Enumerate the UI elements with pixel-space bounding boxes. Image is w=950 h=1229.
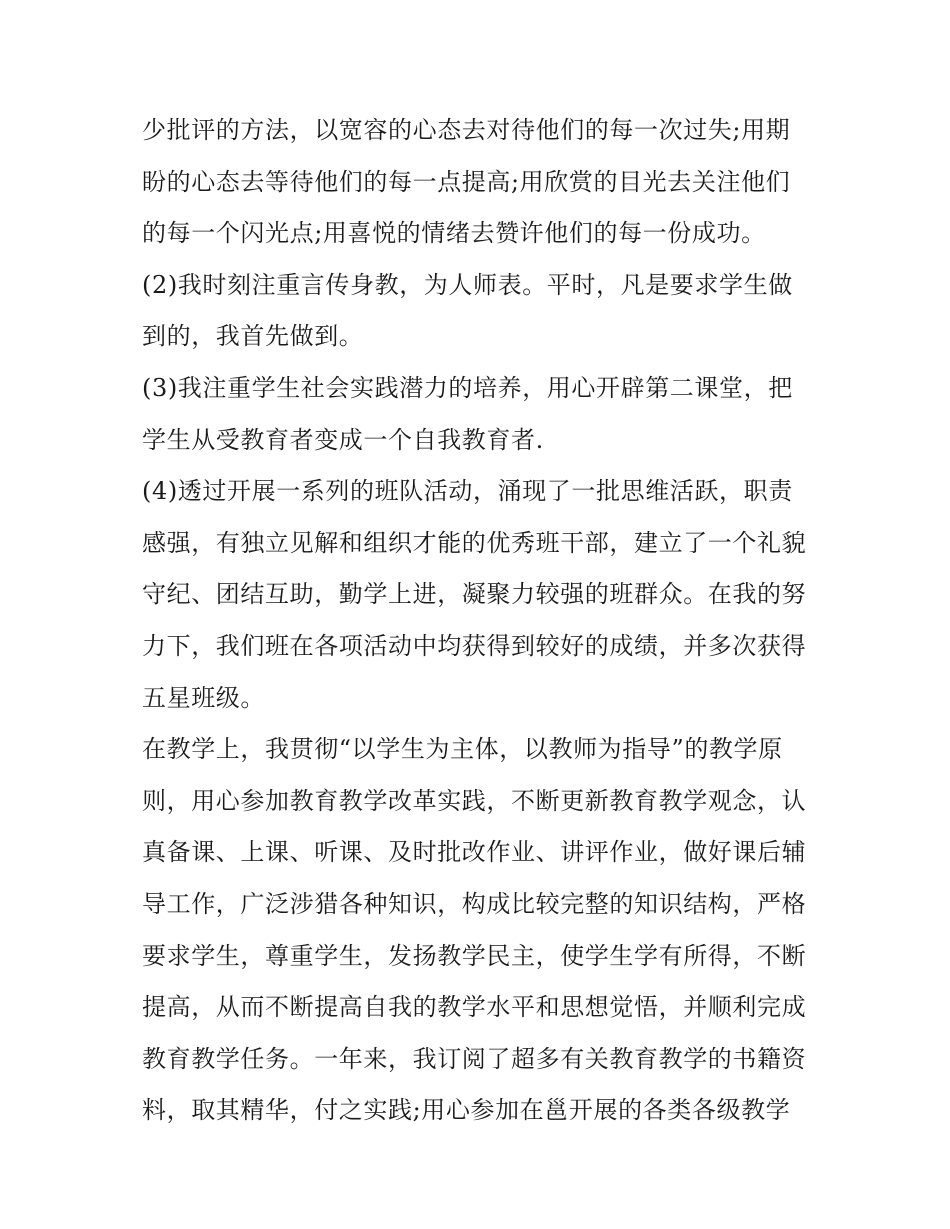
text-line: 的每一个闪光点;用喜悦的情绪去赞许他们的每一份成功。 — [142, 219, 766, 248]
text-line: 到的，我首先做到。 — [142, 322, 364, 351]
text-line: 力下，我们班在各项活动中均获得到较好的成绩，并多次获得 — [142, 631, 807, 660]
text-line: 则，用心参加教育教学改革实践，不断更新教育教学观念，认 — [142, 786, 807, 815]
text-line: 要求学生，尊重学生，发扬教学民主，使学生学有所得，不断 — [142, 941, 807, 970]
text-line: 导工作，广泛涉猎各种知识，构成比较完整的知识结构，严格 — [142, 889, 807, 918]
text-line: 料，取其精华，付之实践;用心参加在邕开展的各类各级教学 — [142, 1096, 791, 1125]
text-line: (2)我时刻注重言传身教，为人师表。平时，凡是要求学生做 — [142, 270, 793, 299]
text-line: 五星班级。 — [142, 683, 265, 712]
text-line: 在教学上，我贯彻“以学生为主体，以教师为指导”的教学原 — [142, 735, 783, 764]
text-line: (3)我注重学生社会实践潜力的培养，用心开辟第二课堂，把 — [142, 373, 793, 402]
document-body — [142, 110, 832, 1142]
text-line: 真备课、上课、听课、及时批改作业、讲评作业，做好课后辅 — [142, 838, 807, 867]
text-line: 守纪、团结互助，勤学上进，凝聚力较强的班群众。在我的努 — [142, 580, 807, 609]
text-line: 提高，从而不断提高自我的教学水平和思想觉悟，并顺利完成 — [142, 993, 807, 1022]
text-line: 感强，有独立见解和组织才能的优秀班干部，建立了一个礼貌 — [142, 528, 807, 557]
text-line: 盼的心态去等待他们的每一点提高;用欣赏的目光去关注他们 — [142, 167, 791, 196]
text-line: 少批评的方法，以宽容的心态去对待他们的每一次过失;用期 — [142, 116, 791, 144]
text-line: (4)透过开展一系列的班队活动，涌现了一批思维活跃，职责 — [142, 477, 793, 506]
text-line: 学生从受教育者变成一个自我教育者. — [142, 425, 544, 454]
text-line: 教育教学任务。一年来，我订阅了超多有关教育教学的书籍资 — [142, 1044, 807, 1073]
